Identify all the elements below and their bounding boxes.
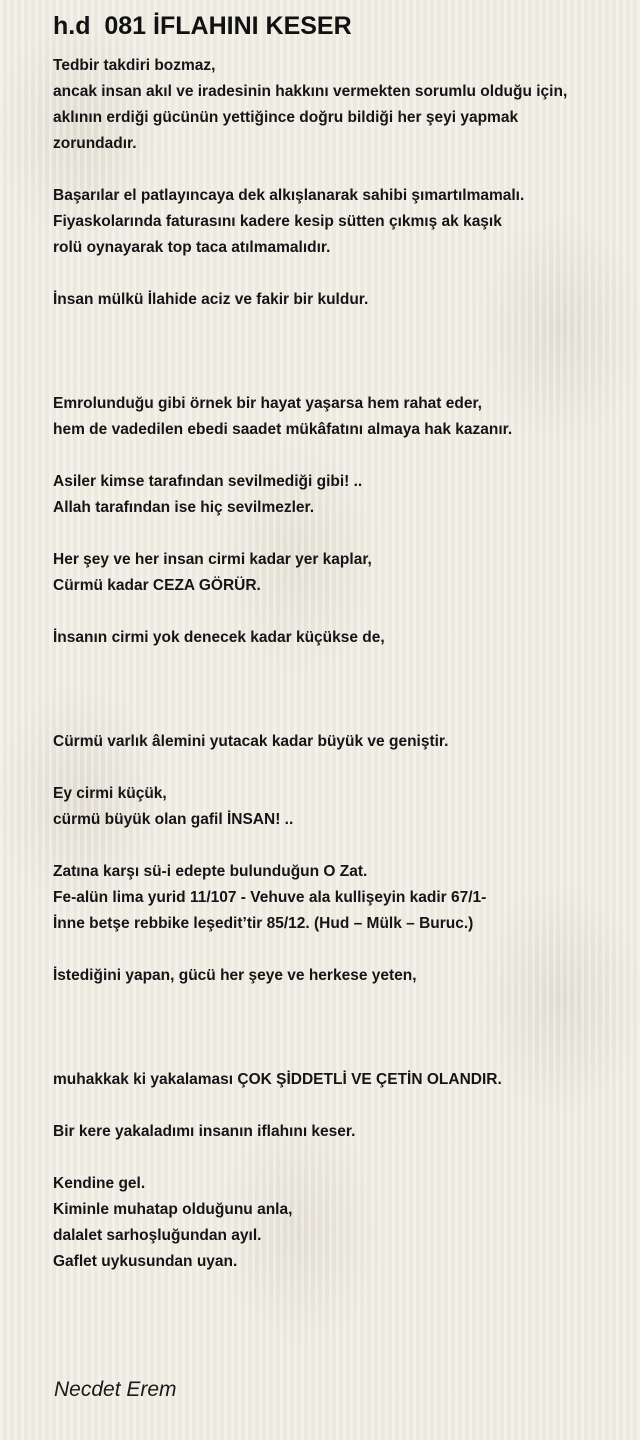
poem-line: Kendine gel. bbox=[53, 1175, 146, 1192]
stanza-spacer bbox=[53, 599, 633, 625]
poem-line: Cürmü varlık âlemini yutacak kadar büyük ve geniştir. bbox=[53, 733, 449, 750]
poem-line: Kiminle muhatap olduğunu anla, bbox=[53, 1201, 293, 1218]
poem-line: Emrolunduğu gibi örnek bir hayat yaşarsa hem rahat eder, bbox=[53, 395, 482, 412]
poem-line: Fiyaskolarında faturasını kadere kesip sütten çıkmış ak kaşık bbox=[53, 213, 502, 230]
section-spacer bbox=[53, 651, 633, 729]
stanza-spacer bbox=[53, 833, 633, 859]
section-spacer bbox=[53, 989, 633, 1067]
poem-line: Her şey ve her insan cirmi kadar yer kaplar, bbox=[53, 551, 372, 568]
stanza-spacer bbox=[53, 755, 633, 781]
poem-line: Ey cirmi küçük, bbox=[53, 785, 167, 802]
poem-line: Zatına karşı sü-i edepte bulunduğun O Zat. bbox=[53, 863, 368, 880]
poem-line: Tedbir takdiri bozmaz, bbox=[53, 57, 216, 74]
poem-line: hem de vadedilen ebedi saadet mükâfatını almaya hak kazanır. bbox=[53, 421, 513, 438]
stanza-spacer bbox=[53, 261, 633, 287]
poem-line: Cürmü kadar CEZA GÖRÜR. bbox=[53, 577, 261, 594]
poem-line: İnsan mülkü İlahide aciz ve fakir bir kuldur. bbox=[53, 291, 369, 308]
poem-line: dalalet sarhoşluğundan ayıl. bbox=[53, 1227, 262, 1244]
page-title: h.d 081 İFLAHINI KESER bbox=[53, 12, 352, 40]
author-signature: Necdet Erem bbox=[54, 1378, 177, 1401]
poem-line: cürmü büyük olan gafil İNSAN! .. bbox=[53, 811, 294, 828]
stanza-spacer bbox=[53, 443, 633, 469]
poem-line: Bir kere yakaladımı insanın iflahını keser. bbox=[53, 1123, 356, 1140]
poem-line: İstediğini yapan, gücü her şeye ve herkese yeten, bbox=[53, 967, 417, 984]
poem-line: Allah tarafından ise hiç sevilmezler. bbox=[53, 499, 315, 516]
section-spacer bbox=[53, 313, 633, 391]
poem-line: Fe-alün lima yurid 11/107 - Vehuve ala kullişeyin kadir 67/1- bbox=[53, 889, 487, 906]
stanza-spacer bbox=[53, 1145, 633, 1171]
poem-line: Asiler kimse tarafından sevilmediği gibi! .. bbox=[53, 473, 363, 490]
poem-line: muhakkak ki yakalaması ÇOK ŞİDDETLİ VE ÇETİN OLANDIR. bbox=[53, 1071, 502, 1088]
poem-line: Gaflet uykusundan uyan. bbox=[53, 1253, 238, 1270]
poem-body bbox=[53, 53, 633, 1275]
poem-line: İnsanın cirmi yok denecek kadar küçükse de, bbox=[53, 629, 385, 646]
stanza-spacer bbox=[53, 157, 633, 183]
stanza-spacer bbox=[53, 521, 633, 547]
stanza-spacer bbox=[53, 1093, 633, 1119]
poem-line: rolü oynayarak top taca atılmamalıdır. bbox=[53, 239, 331, 256]
poem-line: İnne betşe rebbike leşedit’tir 85/12. (Hud – Mülk – Buruc.) bbox=[53, 915, 474, 932]
stanza-spacer bbox=[53, 937, 633, 963]
poem-line: Başarılar el patlayıncaya dek alkışlanarak sahibi şımartılmamalı. bbox=[53, 187, 525, 204]
poem-line: ancak insan akıl ve iradesinin hakkını vermekten sorumlu olduğu için, bbox=[53, 83, 568, 100]
poem-line: aklının erdiği gücünün yettiğince doğru bildiği her şeyi yapmak bbox=[53, 109, 519, 126]
poem-line: zorundadır. bbox=[53, 135, 137, 152]
